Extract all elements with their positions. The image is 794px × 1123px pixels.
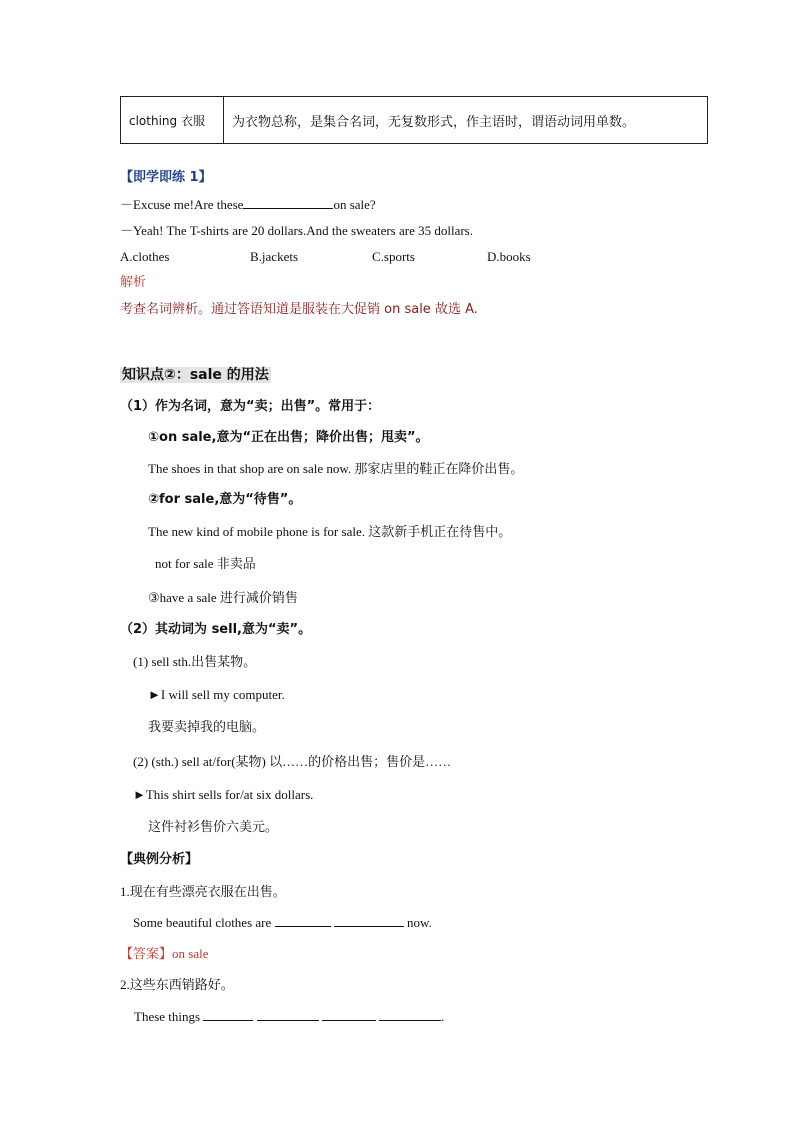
sell-sth-translation: 我要卖掉我的电脑。 bbox=[148, 720, 266, 735]
definition-text: 为衣物总称，是集合名词，无复数形式，作主语时，谓语动词用单数。 bbox=[232, 114, 636, 130]
answer-value: on sale bbox=[172, 946, 209, 961]
for-sale-example: The new kind of mobile phone is for sale. 这款新手机正在待售中。 bbox=[148, 524, 512, 539]
example-2-question: 2.这些东西销路好。 bbox=[120, 977, 234, 992]
practice-heading: 【即学即练 1】 bbox=[120, 170, 212, 185]
answer-blank bbox=[243, 196, 333, 209]
example-1-question: 1.现在有些漂亮衣服在出售。 bbox=[120, 884, 286, 899]
on-sale-example: The shoes in that shop are on sale now. 那家店里的鞋正在降价出售。 bbox=[148, 461, 524, 476]
question-suffix: on sale? bbox=[333, 197, 376, 212]
answer-blank bbox=[322, 1008, 376, 1021]
question-prefix: －Excuse me!Are these bbox=[120, 197, 244, 212]
section-1-heading: （1）作为名词，意为“卖；出售”。常用于： bbox=[120, 399, 381, 414]
example-2-sentence bbox=[134, 1008, 444, 1026]
sell-sth-item: (1) sell sth.出售某物。 bbox=[133, 654, 257, 669]
example-analysis-heading: 【典例分析】 bbox=[120, 852, 199, 867]
definition-table bbox=[120, 96, 708, 144]
sell-at-for-translation: 这件衬衫售价六美元。 bbox=[148, 820, 279, 835]
answer-blank bbox=[275, 914, 331, 927]
analysis-text: 考查名词辨析。通过答语知道是服装在大促销 on sale 故选 A. bbox=[120, 302, 478, 317]
practice-question bbox=[120, 196, 376, 214]
table-row bbox=[121, 97, 708, 144]
answer-blank bbox=[203, 1008, 253, 1021]
option-b: B.jackets bbox=[250, 249, 299, 264]
example-1-sentence bbox=[133, 914, 432, 932]
answer-label: 【答案】 bbox=[120, 947, 173, 962]
for-sale-item: ②for sale,意为“待售”。 bbox=[148, 492, 302, 507]
example-1-suffix: now. bbox=[407, 915, 432, 930]
example-2-suffix: . bbox=[441, 1009, 445, 1024]
answer-blank bbox=[257, 1008, 319, 1021]
sell-at-for-example: ►This shirt sells for/at six dollars. bbox=[133, 787, 314, 802]
knowledge-point-title-text: 知识点②：sale 的用法 bbox=[122, 367, 269, 383]
analysis-label: 解析 bbox=[120, 275, 147, 290]
option-d: D.books bbox=[487, 249, 531, 264]
option-a: A.clothes bbox=[120, 249, 170, 264]
term-cell bbox=[121, 97, 224, 144]
example-1-prefix: Some beautiful clothes are bbox=[133, 915, 272, 930]
example-2-prefix: These things bbox=[134, 1009, 201, 1024]
term-text: clothing 衣服 bbox=[129, 113, 205, 128]
option-c: C.sports bbox=[372, 249, 415, 264]
definition-cell bbox=[224, 97, 708, 144]
answer-line bbox=[120, 945, 208, 964]
not-for-sale-note: not for sale 非卖品 bbox=[155, 556, 256, 571]
knowledge-point-title bbox=[120, 365, 271, 385]
practice-reply: －Yeah! The T-shirts are 20 dollars.And the sweaters are 35 dollars. bbox=[120, 223, 473, 238]
section-2-heading: （2）其动词为 sell,意为“卖”。 bbox=[120, 622, 312, 637]
sell-sth-example: ►I will sell my computer. bbox=[148, 687, 285, 702]
have-a-sale-item: ③have a sale 进行减价销售 bbox=[148, 590, 298, 605]
on-sale-item: ①on sale,意为“正在出售；降价出售；甩卖”。 bbox=[148, 430, 429, 445]
sell-at-for-item: (2) (sth.) sell at/for(某物) 以……的价格出售；售价是…… bbox=[133, 754, 452, 769]
answer-blank bbox=[334, 914, 404, 927]
answer-blank bbox=[379, 1008, 441, 1021]
